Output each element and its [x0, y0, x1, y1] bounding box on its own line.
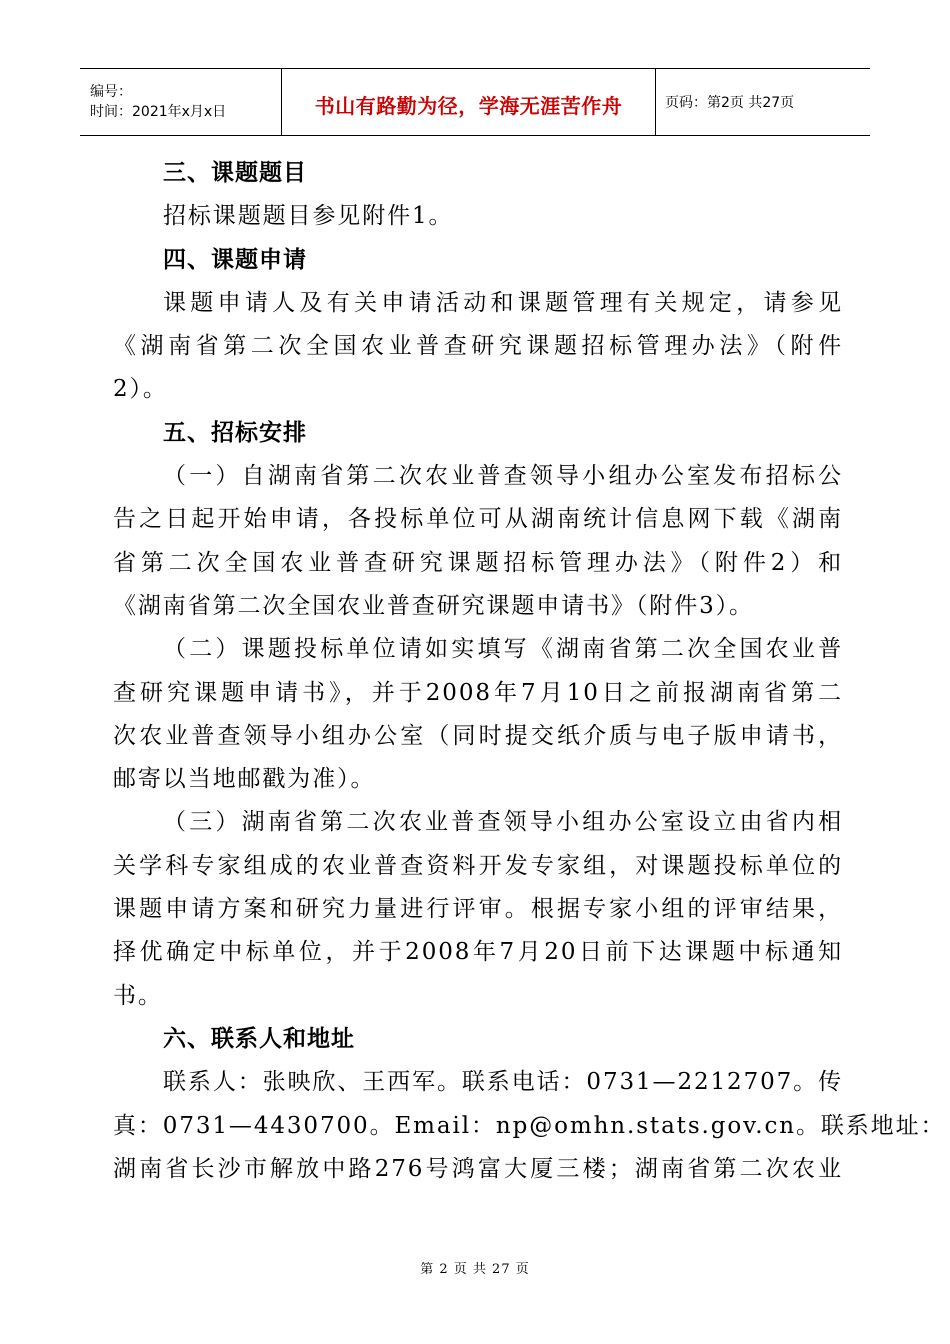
body-text-line: 次农业普查领导小组办公室（同时提交纸介质与电子版申请书， — [113, 722, 843, 749]
section-heading: 五、招标安排 — [163, 419, 307, 446]
body-text-line: 关学科专家组成的农业普查资料开发专家组，对课题投标单位的 — [113, 852, 843, 879]
body-text-line: 择优确定中标单位，并于2008年7月20日前下达课题中标通知 — [113, 939, 843, 966]
number-label: 编号： — [90, 84, 132, 100]
header-motto-cell — [281, 69, 656, 135]
body-text-line: 课题申请人及有关申请活动和课题管理有关规定，请参见 — [163, 289, 843, 316]
body-text-line: 招标课题题目参见附件1。 — [163, 203, 454, 230]
body-text-line: 课题申请方案和研究力量进行评审。根据专家小组的评审结果， — [113, 896, 843, 923]
body-text-line: 真：0731—4430700。Email：np@omhn.stats.gov.cn。联系地址： — [113, 1112, 946, 1139]
document-body — [113, 152, 946, 1191]
body-text-line: 查研究课题申请书》，并于2008年7月10日之前报湖南省第二 — [113, 679, 843, 706]
section-heading: 三、课题题目 — [163, 160, 307, 186]
page-header — [80, 68, 870, 136]
body-text-line: 邮寄以当地邮戳为准）。 — [113, 766, 376, 793]
body-text-line: 2）。 — [113, 376, 168, 403]
section-heading: 四、课题申请 — [163, 246, 307, 273]
body-text-line: 省第二次全国农业普查研究课题招标管理办法》（附件2）和 — [113, 549, 843, 576]
body-text-line: 书。 — [113, 982, 163, 1009]
body-text-line: 湖南省长沙市解放中路276号鸿富大厦三楼；湖南省第二次农业 — [113, 1155, 843, 1182]
page-number-footer: 第 2 页 共 27 页 — [420, 1262, 530, 1277]
body-text-line: （一）自湖南省第二次农业普查领导小组办公室发布招标公 — [163, 463, 843, 490]
body-text-line: （三）湖南省第二次农业普查领导小组办公室设立由省内相 — [163, 809, 843, 836]
body-text-line: 《湖南省第二次全国农业普查研究课题招标管理办法》（附件 — [113, 333, 843, 360]
body-text-line: 《湖南省第二次全国农业普查研究课题申请书》（附件3）。 — [113, 592, 754, 619]
time-label: 时间：2021年x月x日 — [90, 104, 227, 120]
body-text-line: 告之日起开始申请，各投标单位可从湖南统计信息网下载《湖南 — [113, 506, 843, 533]
header-page-cell — [656, 69, 870, 135]
body-text-line: 联系人：张映欣、王西军。联系电话：0731—2212707。传 — [163, 1069, 843, 1096]
motto-text: 书山有路勤为径，学海无涯苦作舟 — [314, 93, 623, 118]
header-meta — [80, 69, 281, 135]
header-page-label: 页码：第2页 共27页 — [665, 95, 795, 111]
section-heading: 六、联系人和地址 — [163, 1025, 355, 1052]
body-text-line: （二）课题投标单位请如实填写《湖南省第二次全国农业普 — [163, 636, 843, 663]
